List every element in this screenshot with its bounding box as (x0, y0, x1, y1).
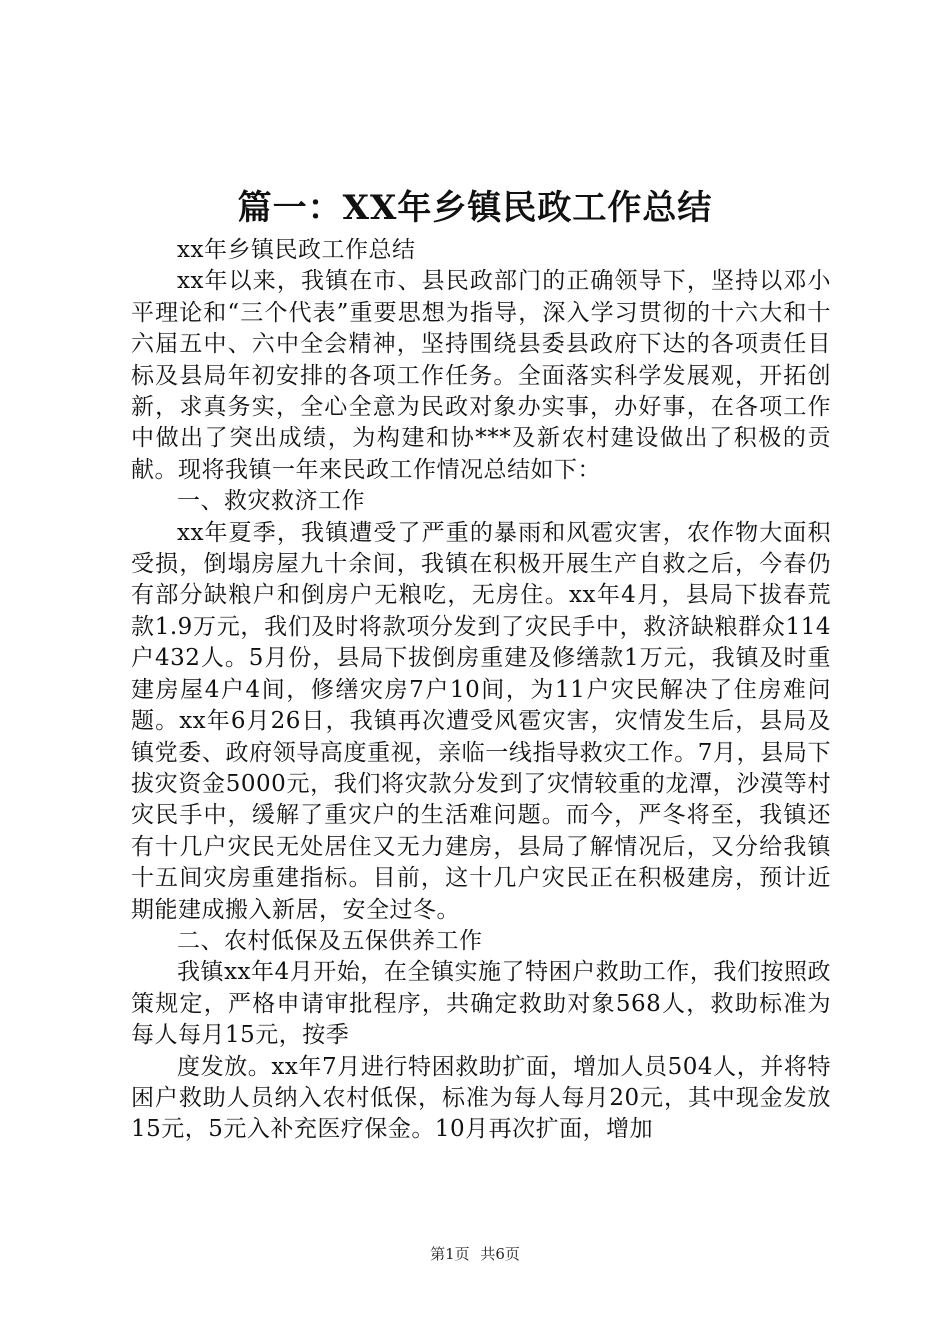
disaster-relief-paragraph: xx年夏季，我镇遭受了严重的暴雨和风雹灾害，农作物大面积受损，倒塌房屋九十余间，我镇在积极开展生产自救之后，今春仍有部分缺粮户和倒房户无粮吃，无房住。xx年4月，县局下拔春荒款1.9万元，我们及时将款项分发到了灾民手中，救济缺粮群众114户432人。5月份，县局下拔倒房重建及修缮款1万元，我镇及时重建房屋4户4间，修缮灾房7户10间，为11户灾民解决了住房难问题。xx年6月26日，我镇再次遭受风雹灾害，灾情发生后，县局及镇党委、政府领导高度重视，亲临一线指导救灾工作。7月，县局下拔灾资金5000元，我们将灾款分发到了灾情较重的龙潭，沙漠等村灾民手中，缓解了重灾户的生活难问题。而今，严冬将至，我镇还有十几户灾民无处居住又无力建房，县局了解情况后，又分给我镇十五间灾房重建指标。目前，这十几户灾民正在积极建房，预计近期能建成搬入新居，安全过冬。 (131, 519, 831, 923)
section-heading-disaster-relief: 一、救灾救济工作 (177, 488, 365, 515)
page-total: 共6页 (480, 1245, 520, 1263)
rural-welfare-paragraph: 我镇xx年4月开始，在全镇实施了特困户救助工作，我们按照政策规定，严格申请审批程序，共确定救助对象568人，救助标准为每人每月15元，按季 (131, 959, 831, 1049)
document-title: 篇一：XX年乡镇民政工作总结 (237, 188, 713, 228)
page-number: 第1页 (430, 1245, 470, 1263)
subtitle-paragraph: xx年乡镇民政工作总结 (177, 237, 416, 263)
rural-welfare-continued-paragraph: 度发放。xx年7月进行特困救助扩面，增加人员504人，并将特困户救助人员纳入农村低保，标准为每人每月20元，其中现金发放15元，5元入补充医疗保金。10月再次扩面，增加 (131, 1053, 831, 1143)
section-heading-rural-welfare: 二、农村低保及五保供养工作 (177, 927, 483, 954)
document-body (131, 235, 831, 1146)
intro-paragraph: xx年以来，我镇在市、县民政部门的正确领导下，坚持以邓小平理论和“三个代表”重要思想为指导，深入学习贯彻的十六大和十六届五中、六中全会精神，坚持围绕县委县政府下达的各项责任目标及县局年初安排的各项工作任务。全面落实科学发展观，开拓创新，求真务实，全心全意为民政对象办实事，办好事，在各项工作中做出了突出成绩，为构建和协***及新农村建设做出了积极的贡献。现将我镇一年来民政工作情况总结如下： (131, 268, 831, 483)
page-footer (0, 1244, 950, 1264)
